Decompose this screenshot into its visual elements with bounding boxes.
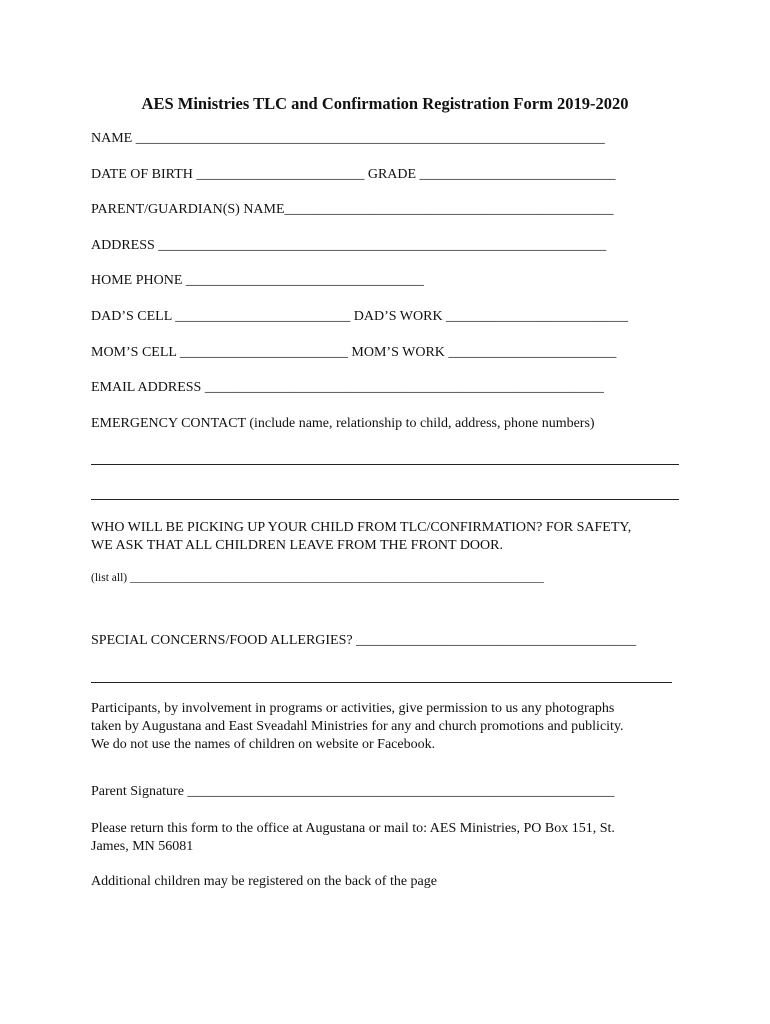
additional-children-note: Additional children may be registered on the back of the page	[91, 874, 437, 889]
email-field[interactable]: EMAIL ADDRESS _________________________________________________________	[91, 380, 604, 395]
address-field[interactable]: ADDRESS ________________________________________________________________	[91, 238, 607, 253]
moms-phone-field[interactable]: MOM’S CELL ________________________ MOM’S WORK ________________________	[91, 345, 617, 360]
dads-phone-field[interactable]: DAD’S CELL _________________________ DAD’S WORK __________________________	[91, 309, 629, 324]
emergency-contact-line-2[interactable]	[91, 499, 679, 500]
dob-grade-field[interactable]: DATE OF BIRTH ________________________ GRADE ____________________________	[91, 167, 616, 182]
photo-consent-line-1: Participants, by involvement in programs or activities, give permission to us any photographs	[91, 701, 615, 716]
pickup-question-line-1: WHO WILL BE PICKING UP YOUR CHILD FROM TLC/CONFIRMATION? FOR SAFETY,	[91, 520, 632, 535]
emergency-contact-label: EMERGENCY CONTACT (include name, relationship to child, address, phone numbers)	[91, 416, 595, 431]
pickup-question-line-2: WE ASK THAT ALL CHILDREN LEAVE FROM THE FRONT DOOR.	[91, 538, 503, 553]
pickup-list-field[interactable]: (list all) ________________________________________________________________________	[91, 572, 544, 584]
parent-signature-field[interactable]: Parent Signature _____________________________________________________________	[91, 784, 615, 799]
parent-guardian-field[interactable]: PARENT/GUARDIAN(S) NAME_______________________________________________	[91, 202, 614, 217]
emergency-contact-line-1[interactable]	[91, 464, 679, 465]
home-phone-field[interactable]: HOME PHONE __________________________________	[91, 273, 424, 288]
return-instructions-line-2: James, MN 56081	[91, 839, 194, 854]
photo-consent-line-2: taken by Augustana and East Sveadahl Ministries for any and church promotions and publicity.	[91, 719, 624, 734]
form-title: AES Ministries TLC and Confirmation Registration Form 2019-2020	[141, 94, 629, 113]
allergies-field[interactable]: SPECIAL CONCERNS/FOOD ALLERGIES? ________________________________________	[91, 633, 637, 648]
photo-consent-line-3: We do not use the names of children on website or Facebook.	[91, 737, 436, 752]
return-instructions-line-1: Please return this form to the office at Augustana or mail to: AES Ministries, PO Box 151, St.	[91, 821, 615, 836]
name-field[interactable]: NAME ___________________________________________________________________	[91, 131, 605, 146]
allergies-extra-line[interactable]	[91, 682, 672, 683]
